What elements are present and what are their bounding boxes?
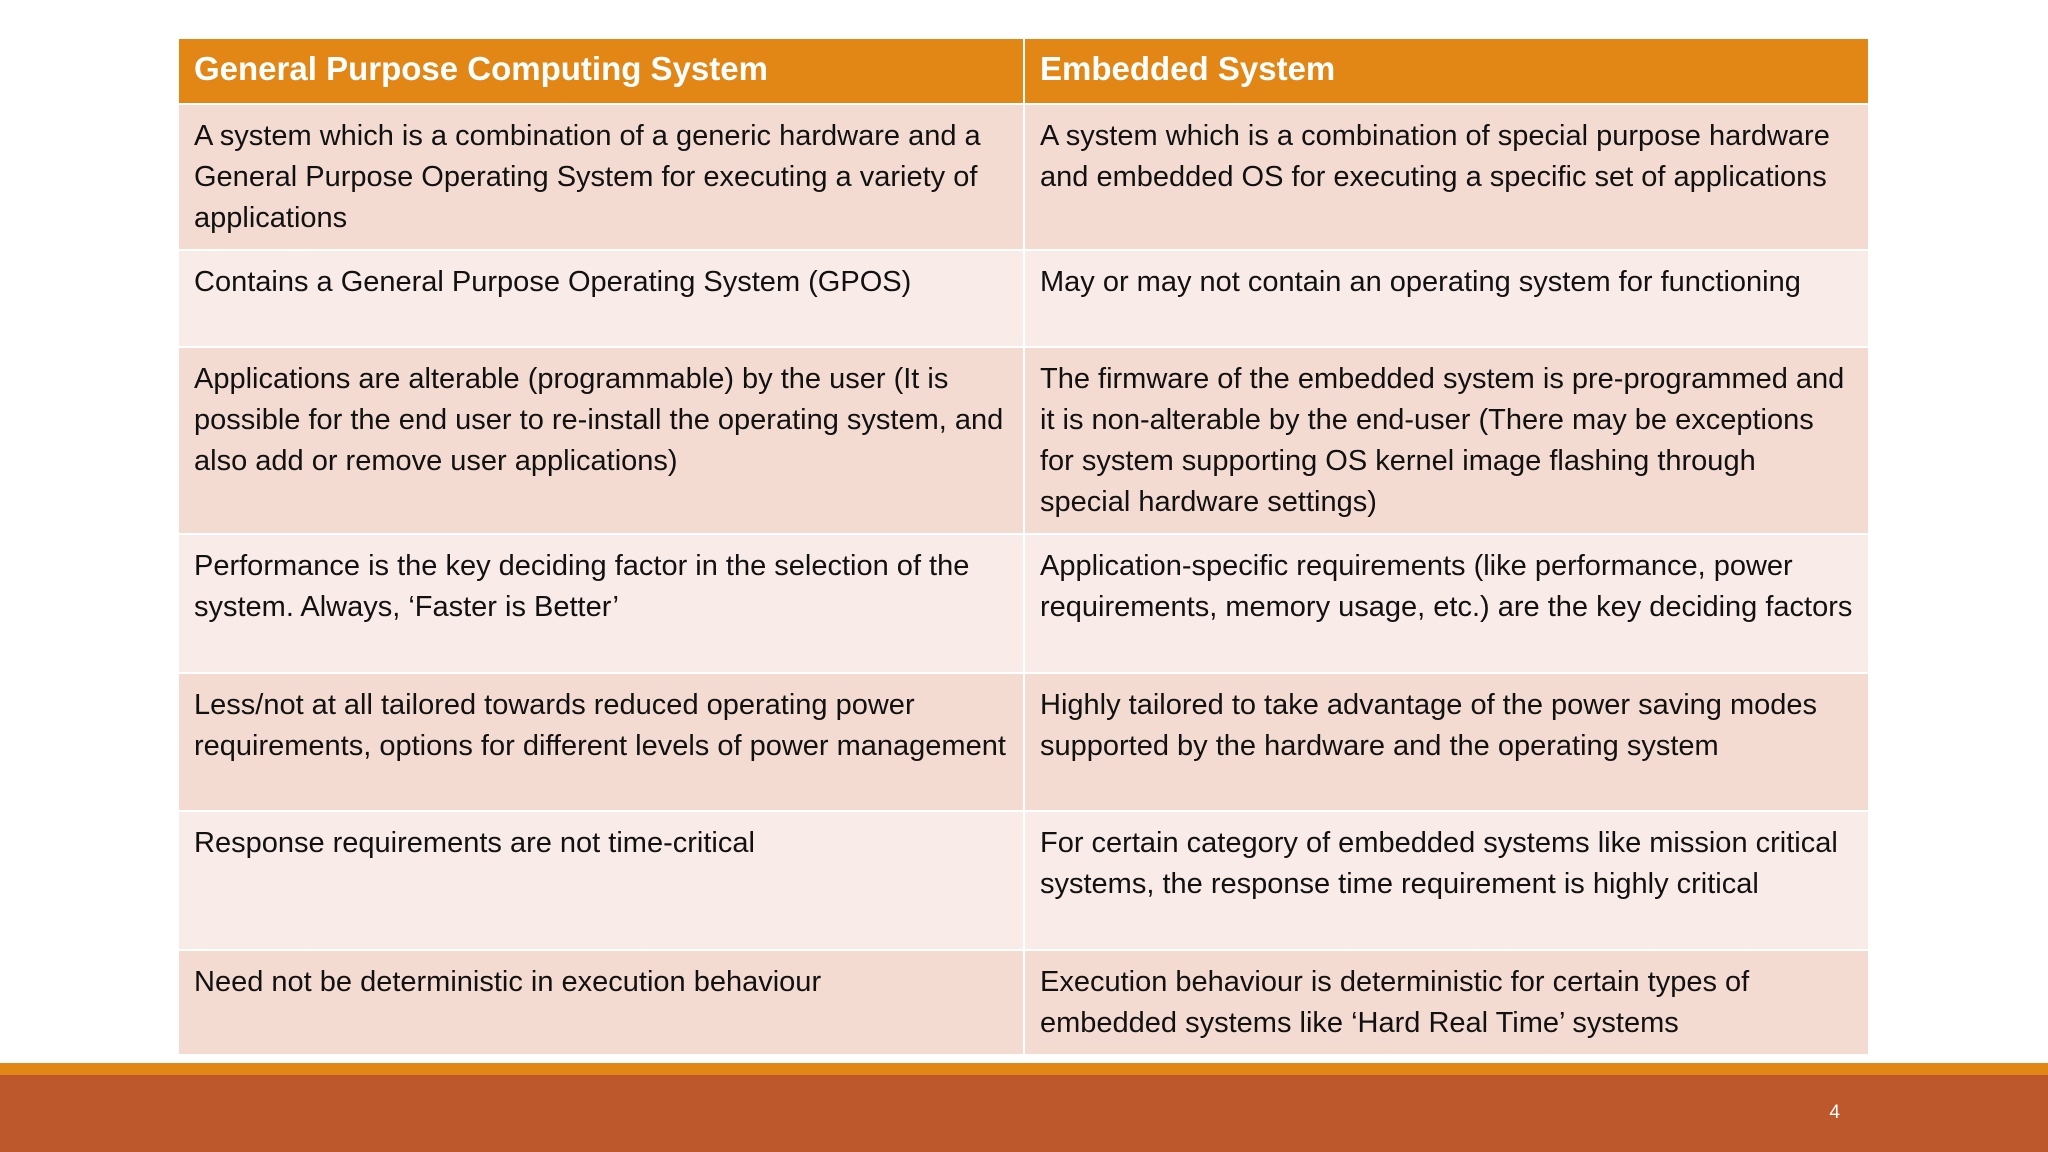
table-cell: May or may not contain an operating system for functioning <box>1023 249 1868 346</box>
table-row <box>179 672 1868 810</box>
table-cell: Execution behaviour is deterministic for certain types of embedded systems like ‘Hard Real Time’ systems <box>1023 949 1868 1054</box>
table-header-row <box>179 39 1868 103</box>
table-row <box>179 949 1868 1054</box>
table-row <box>179 249 1868 346</box>
table-row <box>179 346 1868 533</box>
table-row <box>179 810 1868 949</box>
page-number: 4 <box>1829 1102 1840 1123</box>
table-cell: The firmware of the embedded system is pre-programmed and it is non-alterable by the end-user (There may be exceptions for system supporting OS kernel image flashing through special hardware settings) <box>1023 346 1868 533</box>
table-cell: Application-specific requirements (like performance, power requirements, memory usage, etc.) are the key deciding factors <box>1023 533 1868 672</box>
table-cell: Highly tailored to take advantage of the power saving modes supported by the hardware and the operating system <box>1023 672 1868 810</box>
table-cell: Less/not at all tailored towards reduced operating power requirements, options for different levels of power management <box>179 672 1023 810</box>
table-cell: Need not be deterministic in execution behaviour <box>179 949 1023 1054</box>
table-row <box>179 103 1868 249</box>
table-cell: Performance is the key deciding factor in the selection of the system. Always, ‘Faster is Better’ <box>179 533 1023 672</box>
footer-accent-stripe <box>0 1063 2048 1075</box>
table-cell: Applications are alterable (programmable) by the user (It is possible for the end user to re-install the operating system, and also add or remove user applications) <box>179 346 1023 533</box>
comparison-table <box>179 39 1868 1054</box>
table-cell: Response requirements are not time-critical <box>179 810 1023 949</box>
table-cell: A system which is a combination of special purpose hardware and embedded OS for executing a specific set of applications <box>1023 103 1868 249</box>
table-row <box>179 533 1868 672</box>
footer-bar <box>0 1075 2048 1152</box>
table-cell: A system which is a combination of a generic hardware and a General Purpose Operating System for executing a variety of applications <box>179 103 1023 249</box>
table-cell: For certain category of embedded systems like mission critical systems, the response time requirement is highly critical <box>1023 810 1868 949</box>
table-cell: Contains a General Purpose Operating System (GPOS) <box>179 249 1023 346</box>
column-header-embedded: Embedded System <box>1023 39 1868 103</box>
column-header-gpcs: General Purpose Computing System <box>179 39 1023 103</box>
